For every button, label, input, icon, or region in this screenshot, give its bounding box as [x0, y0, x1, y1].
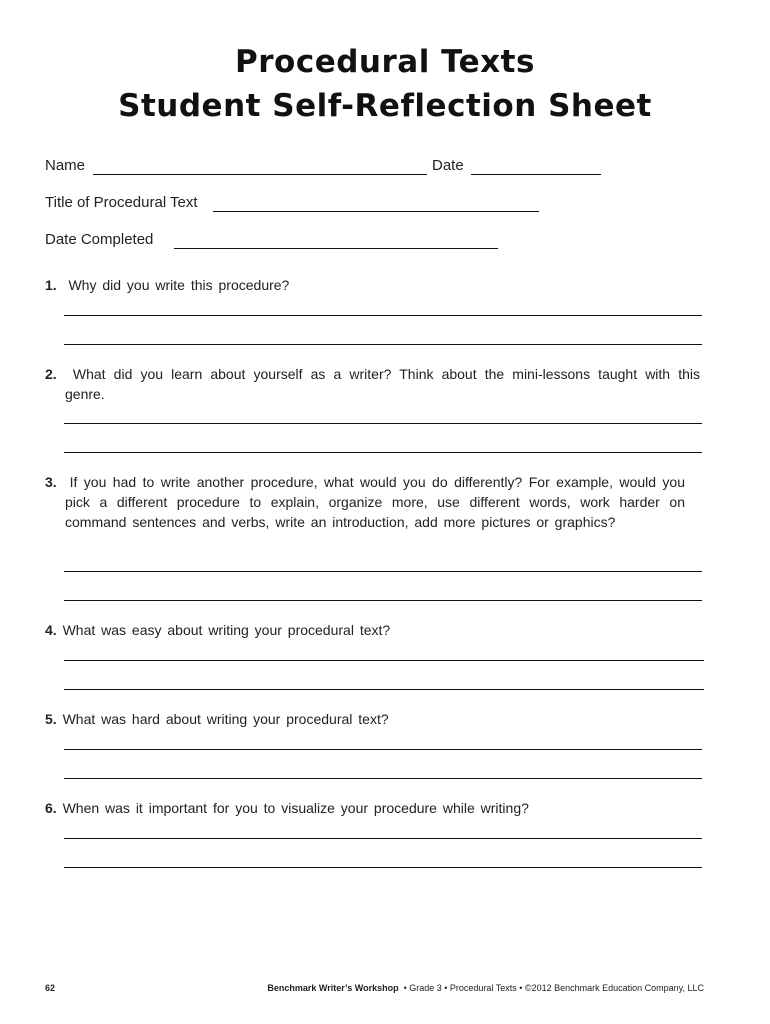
question-number: 1.: [45, 277, 57, 293]
answer-line[interactable]: [64, 571, 702, 572]
answer-line[interactable]: [64, 600, 702, 601]
page-title-line-1: Procedural Texts: [235, 44, 535, 80]
answer-line[interactable]: [64, 423, 702, 424]
answer-line[interactable]: [64, 660, 704, 661]
question-number: 5.: [45, 711, 57, 727]
question-number: 3.: [45, 474, 57, 490]
question-text: If you had to write another procedure, what would you do differently? For example, would you pick a different procedure to explain, organize more, use different words, work harder on command sentences and verbs, write an introduction, add more pictures or graphics?: [65, 474, 686, 530]
page-number: 62: [45, 983, 56, 993]
question-number: 6.: [45, 800, 57, 816]
answer-line[interactable]: [64, 344, 702, 345]
name-field[interactable]: [93, 174, 427, 175]
answer-line[interactable]: [64, 749, 702, 750]
title-of-text-field[interactable]: [213, 211, 539, 212]
answer-line[interactable]: [64, 452, 702, 453]
answer-line[interactable]: [64, 689, 704, 690]
name-label: Name: [45, 157, 86, 174]
question-3: [45, 472, 685, 532]
question-2: [45, 364, 700, 404]
page-title-line-2: Student Self-Reflection Sheet: [118, 88, 652, 124]
question-text: What did you learn about yourself as a writer? Think about the mini-lessons taught with this genre.: [65, 366, 700, 402]
footer-credit: [267, 983, 704, 993]
question-text: What was hard about writing your procedural text?: [62, 711, 389, 727]
question-1: [45, 275, 700, 295]
question-6: [45, 798, 700, 818]
question-number: 4.: [45, 622, 57, 638]
date-field[interactable]: [471, 174, 601, 175]
title-of-text-label: Title of Procedural Text: [45, 194, 198, 211]
answer-line[interactable]: [64, 867, 702, 868]
question-text: When was it important for you to visualize your procedure while writing?: [62, 800, 529, 816]
answer-line[interactable]: [64, 778, 702, 779]
answer-line[interactable]: [64, 315, 702, 316]
date-label: Date: [432, 157, 464, 174]
footer-details: • Grade 3 • Procedural Texts • ©2012 Benchmark Education Company, LLC: [403, 983, 704, 993]
question-4: [45, 620, 700, 640]
question-5: [45, 709, 700, 729]
answer-line[interactable]: [64, 838, 702, 839]
question-number: 2.: [45, 366, 57, 382]
footer-series: Benchmark Writer’s Workshop: [267, 983, 399, 993]
date-completed-field[interactable]: [174, 248, 498, 249]
question-text: What was easy about writing your procedural text?: [62, 622, 391, 638]
date-completed-label: Date Completed: [45, 231, 154, 248]
question-text: Why did you write this procedure?: [68, 277, 290, 293]
